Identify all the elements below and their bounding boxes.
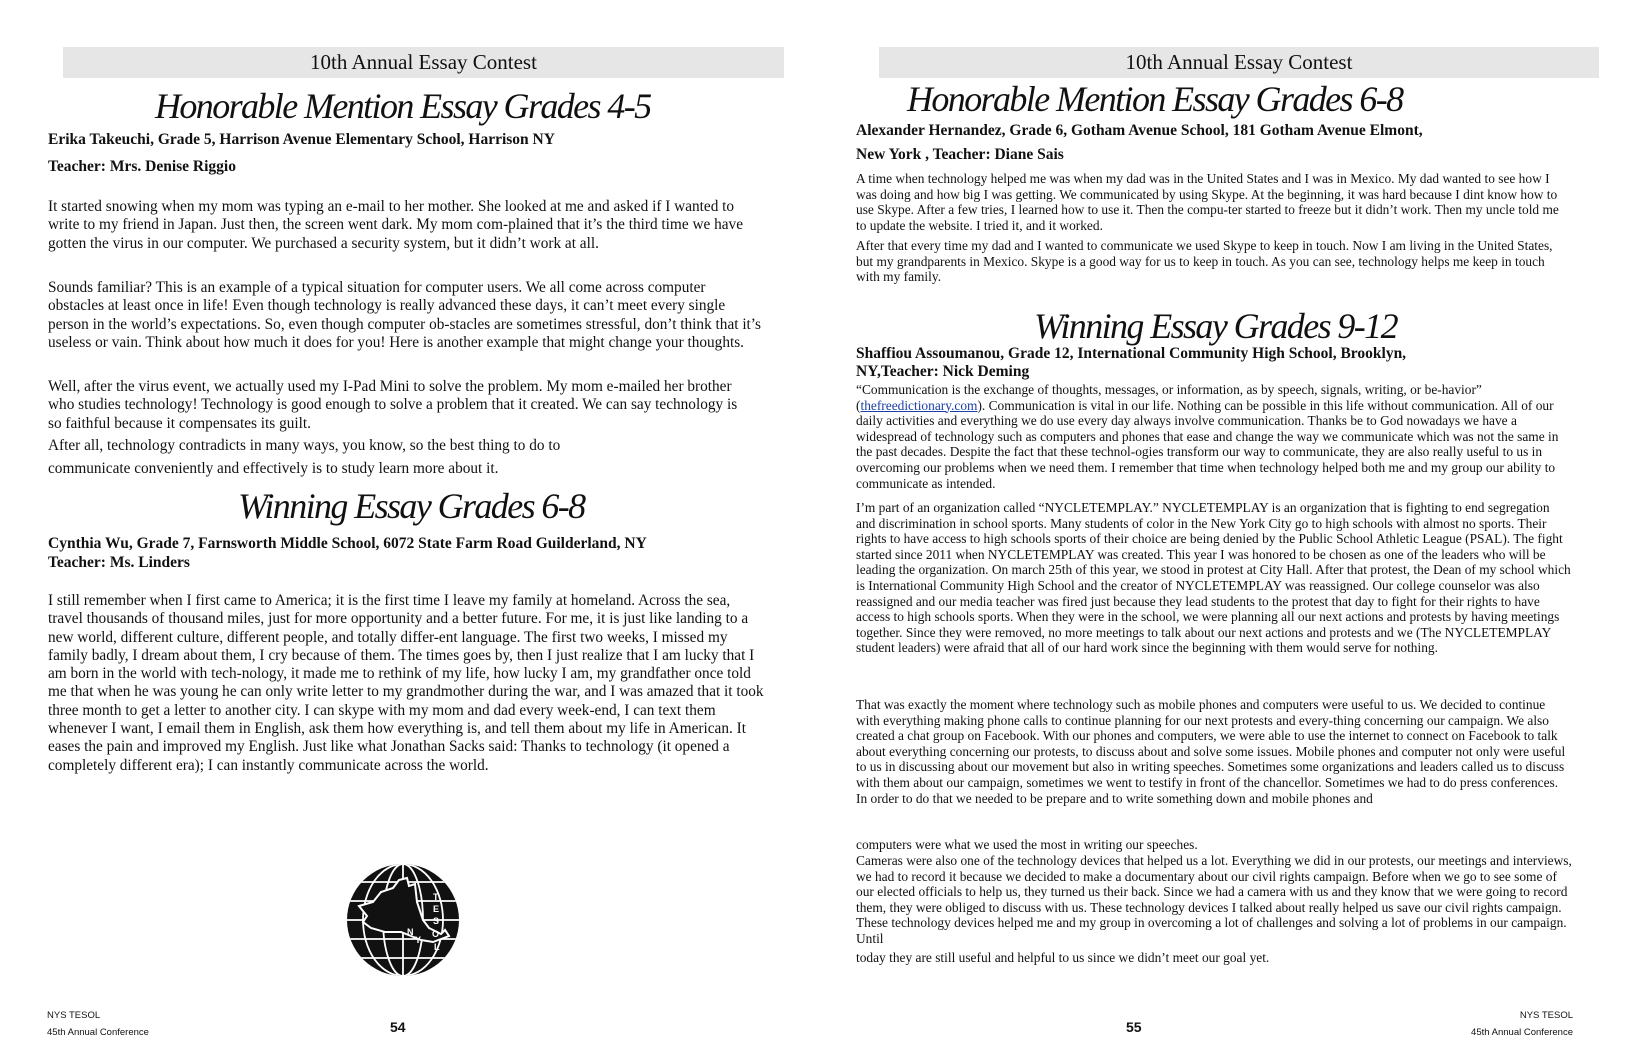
essay-paragraph: today they are still useful and helpful to us since we didn’t meet our goal yet. — [856, 950, 1270, 965]
footer-org-name: NYS TESOL — [47, 1010, 101, 1021]
page-number: 55 — [1126, 1019, 1142, 1035]
author-byline: Alexander Hernandez, Grade 6, Gotham Avenue School, 181 Gotham Avenue Elmont, — [856, 122, 1423, 139]
logo-letter: S — [433, 916, 440, 926]
essay-paragraph: computers were what we used the most in writing our speeches. — [856, 837, 1198, 852]
essay-paragraph: “Communication is the exchange of thoughts, messages, or information, as by speech, signals, writing, or be-havior” (thefreedictionary.com). Communication is vital in our life. Nothing can be possible in this life without communication. All of our daily activities and everything we do use every day always involve communication. Thanks be to God nowadays we have a widespread of technology such as computers and phones that ease and change the way we communicate which was not the same in the past decades. Despite the fact that these technol-ogies transform our way to communicate, they are also really useful to us in overcoming our problems when we need them. I remember that time when technology helped both me and my group our ability to communicate as intended. — [856, 382, 1559, 491]
essay-paragraph: After that every time my dad and I wanted to communicate we used Skype to keep in touch. Now I am living in the United States, but my grandparents in Mexico. Skype is a good way for us to keep in touch. As you can see, technology helps me keep in touch with my family. — [856, 238, 1553, 285]
right-page — [816, 0, 1632, 1056]
contest-banner: 10th Annual Essay Contest — [879, 47, 1599, 78]
essay-paragraph: After all, technology contradicts in many ways, you know, so the best thing to do to — [48, 437, 561, 454]
logo-letter: Y — [415, 935, 422, 945]
section-heading: Honorable Mention Essay Grades 4-5 — [155, 86, 651, 126]
essay-paragraph: A time when technology helped me was when my dad was in the United States and I was in Mexico. My dad wanted to see how I was doing and how big I was getting. We communicated by using Skype. At the beginning, it was hard because I dint know how to use Skype. After a few tries, I learned how to use it. Then the compu-ter started to freeze but it didn’t work. Then my uncle told me to update the website. I tried it, and it worked. — [856, 171, 1559, 233]
contest-banner: 10th Annual Essay Contest — [63, 47, 784, 78]
footer-org-name: NYS TESOL — [1519, 1010, 1573, 1021]
logo-letter: N — [407, 927, 414, 937]
logo-letter: T — [433, 892, 439, 902]
essay-paragraph: Sounds familiar? This is an example of a typical situation for computer users. We all come across computer obstacles at least once in life! Even though technology is really advanced these days, it can’t meet every single person in the world’s expectations. So, even though computer ob-stacles are sometimes stressful, don’t think that it’s useless or vain. Think about how much it does for you! Here is another example that might change your thoughts. — [48, 279, 762, 351]
essay-paragraph: I’m part of an organization called “NYCLETEMPLAY.” NYCLETEMPLAY is an organization that is fighting to end segregation and discrimination in school sports. Many students of color in the New York City go to high schools with almost no sports. Their rights to have access to high schools sports of their choice are being denied by the Public School Athletic League (PSAL). The fight started since 2011 when NYCLETEMPLAY was created. This year I was honored to be chosen as one of the leaders who will be leading the organization. On march 25th of this year, we stood in protest at City Hall. After that protest, the Dean of my school which is International Community High School and the creator of NYCLETEMPLAY was reassigned. Our college counselor was also reassigned and our media teacher was fired just because they lead students to the protest that day to fight for their rights to have access to high schools sports. When they were in the school, we were planning all our next actions and protests by having meetings together. Since they were removed, no more meetings to talk about our next actions and protests and we (The NYCLETEMPLAY student leaders) were afraid that all of our hard work since the beginning with them would serve for nothing. — [856, 500, 1571, 656]
teacher-byline: Teacher: Mrs. Denise Riggio — [48, 158, 236, 175]
teacher-byline: Teacher: Ms. Linders — [48, 554, 190, 571]
author-byline: Erika Takeuchi, Grade 5, Harrison Avenue Elementary School, Harrison NY — [48, 131, 555, 148]
essay-paragraph: That was exactly the moment where technology such as mobile phones and computers were useful to us. We decided to continue with everything making phone calls to continue planning for our next protests and every-thing concerning our campaign. We also created a chat group on Facebook. With our phones and computers, we were able to use the internet to connect on Facebook to talk about everything concerning our protests, to discuss about and solve some issues. Mobile phones and computer not only were useful to us in discussing about our movement but also in writing speeches. Sometimes some organizations and leaders called us to discuss with them about our campaign, sometimes we went to testify in front of the chancellor. Sometimes we had to do press conferences. In order to do that we needed to be prepare and to write something down and mobile phones and — [856, 697, 1566, 806]
essay-paragraph: Well, after the virus event, we actually used my I-Pad Mini to solve the problem. My mom e-mailed her brother who studies technology! Technology is good enough to solve a problem that it created. We can say technology is so faithful because it compensates its guilt. — [48, 378, 738, 432]
teacher-byline: New York , Teacher: Diane Sais — [856, 146, 1064, 163]
logo-letter: E — [433, 904, 440, 914]
section-heading: Honorable Mention Essay Grades 6-8 — [907, 79, 1403, 119]
author-byline: Cynthia Wu, Grade 7, Farnsworth Middle School, 6072 State Farm Road Guilderland, NY — [48, 535, 647, 552]
essay-paragraph: communicate conveniently and effectively is to study learn more about it. — [48, 460, 499, 477]
author-byline: Shaffiou Assoumanou, Grade 12, International Community High School, Brooklyn, — [856, 345, 1407, 362]
logo-letter: O — [432, 929, 440, 939]
essay-paragraph: It started snowing when my mom was typing an e-mail to her mother. She looked at me and asked if I wanted to write to my friend in Japan. Just then, the screen went dark. My mom com-plained that it’s the third time we have gotten the virus in our computer. We purchased a security system, but it didn’t work at all. — [48, 198, 743, 252]
essay-paragraph: I still remember when I first came to America; it is the first time I leave my family at homeland. Across the sea, travel thousands of thousand miles, just for more opportunity and a better future. For me, it is just like landing to a new world, different culture, different people, and totally differ-ent language. The first two weeks, I missed my family badly, I dream about them, I cry because of them. The times goes by, then I just realize that I am lucky that I am born in the world with tech-nology, it made me to rethink of my life, how lucky I am, my grandfather once told me that when he was young he can only write letter to my grandmother during the war, and I was amazed that it took three month to get a letter to another city. I can skype with my mom and dad every week-end, I can text them whenever I want, I email them in English, ask them how everything is, and tell them about my life in American. It eases the pain and improved my English. Just like what Jonathan Sacks said: Thanks to technology (it opened a completely different era); I can instantly communicate across the world. — [48, 592, 764, 774]
essay-paragraph: Cameras were also one of the technology devices that helped us a lot. Everything we did in our protests, our meetings and interviews, we had to record it because we decided to make a documentary about our civil rights campaign. Before when we go to see some of our elected officials to help us, they turned us their back. Since we had a camera with us and they know that we were going to record them, they were obliged to discuss with us. These technology devices I talked about really helped us save our civil rights campaign. These technology devices helped me and my group in overcoming a lot of challenges and solving a lot of problems in our campaign. Until — [856, 853, 1572, 946]
footer-conference: 45th Annual Conference — [1471, 1027, 1573, 1038]
footer-conference: 45th Annual Conference — [47, 1027, 149, 1038]
section-heading: Winning Essay Grades 6-8 — [238, 486, 585, 526]
dictionary-link[interactable]: thefreedictionary.com — [860, 397, 978, 413]
logo-letter: L — [434, 942, 440, 952]
nys-tesol-logo — [345, 862, 461, 978]
section-heading: Winning Essay Grades 9-12 — [1034, 306, 1397, 346]
teacher-byline: NY,Teacher: Nick Deming — [856, 363, 1030, 380]
page-number: 54 — [390, 1019, 406, 1035]
